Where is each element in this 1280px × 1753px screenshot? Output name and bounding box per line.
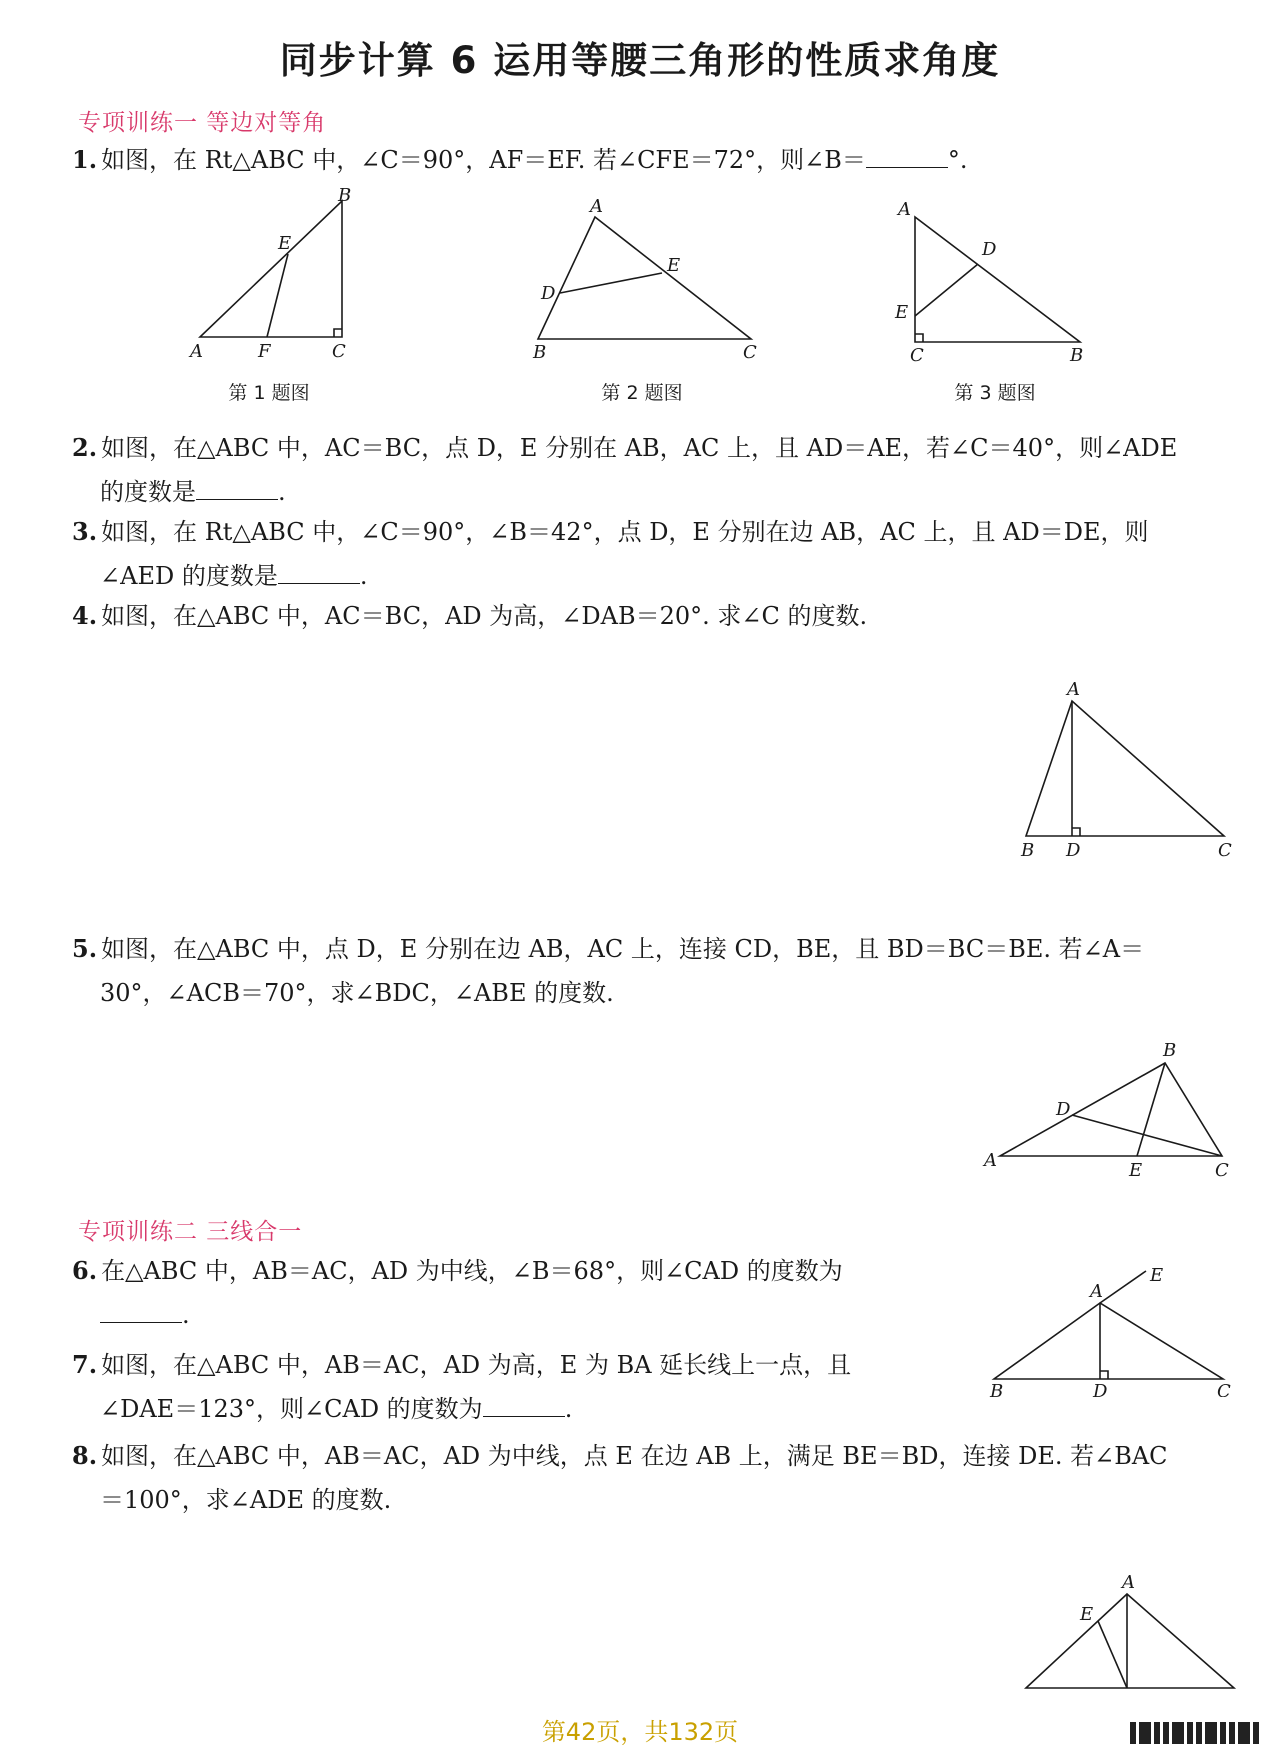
- problem-5-cont: [100, 978, 614, 1008]
- label-e: E: [667, 255, 681, 276]
- right-angle-mark: [915, 334, 923, 342]
- problem-2-cont: [100, 477, 286, 507]
- label-b: B: [1163, 1040, 1177, 1061]
- page-title: 同步计算 6 运用等腰三角形的性质求角度: [279, 39, 1001, 82]
- figure-7: [980, 1262, 1235, 1397]
- segment-de: [1098, 1621, 1127, 1688]
- triangle-abc: [994, 1303, 1223, 1379]
- problem-number: 6.: [72, 1256, 98, 1285]
- label-d: D: [1066, 840, 1081, 861]
- segment-ed: [915, 264, 978, 316]
- label-e: E: [1129, 1160, 1143, 1181]
- section-heading-2: 专项训练二 三线合一: [78, 1219, 303, 1245]
- label-d: D: [541, 283, 556, 304]
- label-b: B: [533, 342, 547, 363]
- problem-text: 如图，在△ABC 中，点 D，E 分别在边 AB，AC 上，连接 CD，BE，且 BD＝BC＝BE. 若∠A＝: [101, 935, 1145, 963]
- figure-5: [980, 1040, 1235, 1190]
- right-angle-mark: [1100, 1371, 1108, 1379]
- problem-8: [72, 1441, 1168, 1471]
- figure-4: [1000, 675, 1240, 870]
- label-f: F: [258, 341, 271, 362]
- problem-6-cont: [100, 1300, 190, 1330]
- answer-blank[interactable]: [100, 1302, 182, 1323]
- label-a: A: [1122, 1572, 1135, 1593]
- problem-text: 如图，在 Rt△ABC 中，∠C＝90°，AF＝EF. 若∠CFE＝72°，则∠B＝: [101, 146, 866, 174]
- watermark-bars: [1130, 1722, 1262, 1748]
- problem-2: [72, 433, 1177, 463]
- problem-5: [72, 934, 1144, 964]
- triangle-abc: [915, 217, 1080, 342]
- figure-2-caption: 第 2 题图: [601, 382, 683, 404]
- problem-number: 2.: [72, 433, 98, 462]
- problem-text: .: [564, 1395, 573, 1423]
- label-a: A: [1067, 679, 1080, 700]
- label-c: C: [1217, 1381, 1231, 1397]
- problem-number: 8.: [72, 1441, 98, 1470]
- problem-text: 在△ABC 中，AB＝AC，AD 为中线，∠B＝68°，则∠CAD 的度数为: [101, 1257, 843, 1285]
- right-angle-mark: [334, 329, 342, 337]
- page-indicator: 第42页，共132页: [541, 1718, 739, 1746]
- problem-text: 如图，在△ABC 中，AC＝BC，点 D，E 分别在 AB，AC 上，且 AD＝AE，若∠C＝40°，则∠ADE: [101, 434, 1178, 462]
- extension-ae: [1100, 1271, 1146, 1303]
- problem-text: 的度数是: [100, 478, 196, 506]
- answer-blank[interactable]: [866, 147, 948, 168]
- label-e: E: [1150, 1265, 1164, 1286]
- label-a: A: [1090, 1281, 1103, 1302]
- figure-1: [180, 185, 380, 370]
- figure-3: [890, 195, 1100, 370]
- figure-3-caption: 第 3 题图: [954, 382, 1036, 404]
- problem-number: 7.: [72, 1350, 98, 1379]
- label-d: D: [1093, 1381, 1108, 1397]
- answer-blank[interactable]: [278, 563, 360, 584]
- problem-1: [72, 145, 968, 175]
- label-e: E: [895, 302, 909, 323]
- problem-text: ∠AED 的度数是: [100, 562, 278, 590]
- triangle-abc: [200, 201, 342, 337]
- triangle-abc: [1026, 701, 1224, 836]
- problem-7-cont: [100, 1394, 572, 1424]
- problem-text: 如图，在 Rt△ABC 中，∠C＝90°，∠B＝42°，点 D，E 分别在边 AB，AC 上，且 AD＝DE，则: [101, 518, 1149, 546]
- label-e: E: [1080, 1604, 1094, 1625]
- label-b: B: [338, 185, 352, 206]
- label-a: A: [984, 1150, 997, 1171]
- problem-3-cont: [100, 561, 367, 591]
- label-c: C: [332, 341, 346, 362]
- problem-text: ＝100°，求∠ADE 的度数.: [100, 1486, 392, 1514]
- answer-blank[interactable]: [196, 479, 278, 500]
- problem-number: 1.: [72, 145, 98, 174]
- label-c: C: [1218, 840, 1232, 861]
- label-c: C: [743, 342, 757, 363]
- label-d: D: [982, 239, 997, 260]
- problem-text: .: [278, 478, 286, 506]
- segment-fe: [267, 254, 288, 337]
- section-heading-1: 专项训练一 等边对等角: [78, 110, 327, 136]
- figure-8: [1010, 1570, 1250, 1700]
- problem-7: [72, 1350, 851, 1380]
- right-angle-mark: [1072, 828, 1080, 836]
- problem-number: 5.: [72, 934, 98, 963]
- problem-text: 如图，在△ABC 中，AB＝AC，AD 为中线，点 E 在边 AB 上，满足 BE＝BD，连接 DE. 若∠BAC: [101, 1442, 1168, 1470]
- problem-text: °.: [947, 146, 968, 174]
- label-c: C: [910, 345, 924, 366]
- triangle-abc: [1000, 1063, 1222, 1156]
- label-b: B: [1021, 840, 1035, 861]
- problem-number: 4.: [72, 601, 98, 630]
- problem-8-cont: [100, 1485, 391, 1515]
- answer-blank[interactable]: [483, 1396, 565, 1417]
- label-b: B: [990, 1381, 1004, 1397]
- problem-text: 30°，∠ACB＝70°，求∠BDC，∠ABE 的度数.: [100, 979, 614, 1007]
- problem-text: 如图，在△ABC 中，AB＝AC，AD 为高，E 为 BA 延长线上一点，且: [101, 1351, 852, 1379]
- problem-text: 如图，在△ABC 中，AC＝BC，AD 为高，∠DAB＝20°. 求∠C 的度数.: [101, 602, 868, 630]
- triangle-abc: [538, 217, 751, 339]
- problem-text: ∠DAE＝123°，则∠CAD 的度数为: [100, 1395, 483, 1423]
- label-c: C: [1215, 1160, 1229, 1181]
- label-b: B: [1070, 345, 1084, 366]
- triangle-abc: [1026, 1594, 1234, 1688]
- figure-1-caption: 第 1 题图: [228, 382, 310, 404]
- problem-text: .: [182, 1301, 190, 1329]
- problem-6: [72, 1256, 843, 1286]
- problem-4: [72, 601, 867, 631]
- label-a: A: [590, 196, 603, 217]
- label-d: D: [1056, 1099, 1071, 1120]
- problem-3: [72, 517, 1148, 547]
- label-a: A: [898, 199, 911, 220]
- problem-text: .: [359, 562, 368, 590]
- figure-2: [530, 192, 760, 372]
- segment-de: [560, 273, 662, 293]
- problem-number: 3.: [72, 517, 98, 546]
- label-a: A: [190, 341, 203, 362]
- label-e: E: [278, 233, 292, 254]
